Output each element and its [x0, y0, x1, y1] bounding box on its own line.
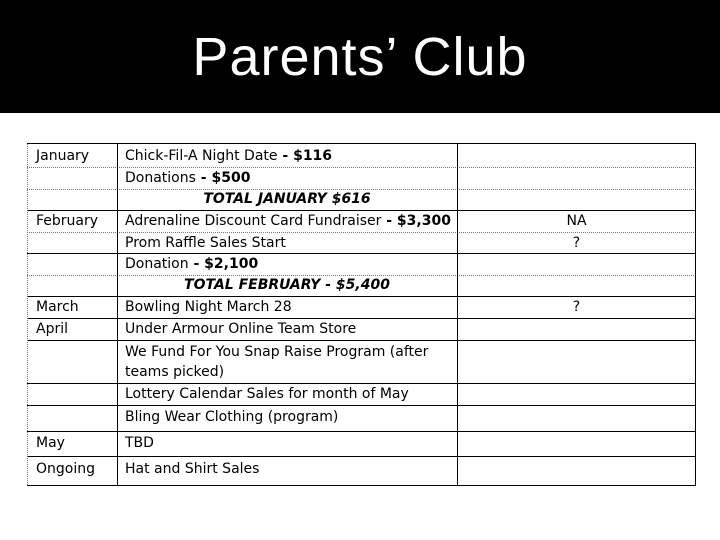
- note-cell: NA: [566, 213, 587, 229]
- fundraiser-table: [27, 143, 696, 485]
- event-cell: Adrenaline Discount Card Fundraiser - $3,300: [125, 213, 451, 229]
- column-divider: [695, 144, 696, 485]
- month-cell: April: [36, 321, 68, 337]
- month-cell: March: [36, 299, 79, 315]
- event-cell: Hat and Shirt Sales: [125, 461, 260, 477]
- event-cell: TBD: [125, 435, 154, 451]
- event-cell: Donations - $500: [125, 170, 251, 186]
- column-divider: [27, 144, 28, 485]
- month-cell: May: [36, 435, 65, 451]
- note-cell: ?: [572, 235, 581, 251]
- total-cell: TOTAL JANUARY $616: [203, 191, 371, 207]
- event-cell: Lottery Calendar Sales for month of May: [125, 386, 409, 402]
- event-cell: Donation - $2,100: [125, 256, 259, 272]
- month-cell: February: [36, 213, 99, 229]
- month-cell: Ongoing: [36, 461, 95, 477]
- event-cell: Prom Raffle Sales Start: [125, 235, 286, 251]
- event-cell: Under Armour Online Team Store: [125, 321, 357, 337]
- event-cell: Chick-Fil-A Night Date - $116: [125, 148, 333, 164]
- page-title: Parents’ Club: [192, 27, 528, 87]
- note-cell: ?: [572, 299, 581, 315]
- total-cell: TOTAL FEBRUARY - $5,400: [184, 277, 390, 293]
- event-cell: Bling Wear Clothing (program): [125, 409, 339, 425]
- event-cell: Bowling Night March 28: [125, 299, 292, 315]
- title-bar: [0, 0, 720, 113]
- event-cell: We Fund For You Snap Raise Program (after teams picked): [125, 344, 429, 380]
- month-cell: January: [36, 148, 90, 164]
